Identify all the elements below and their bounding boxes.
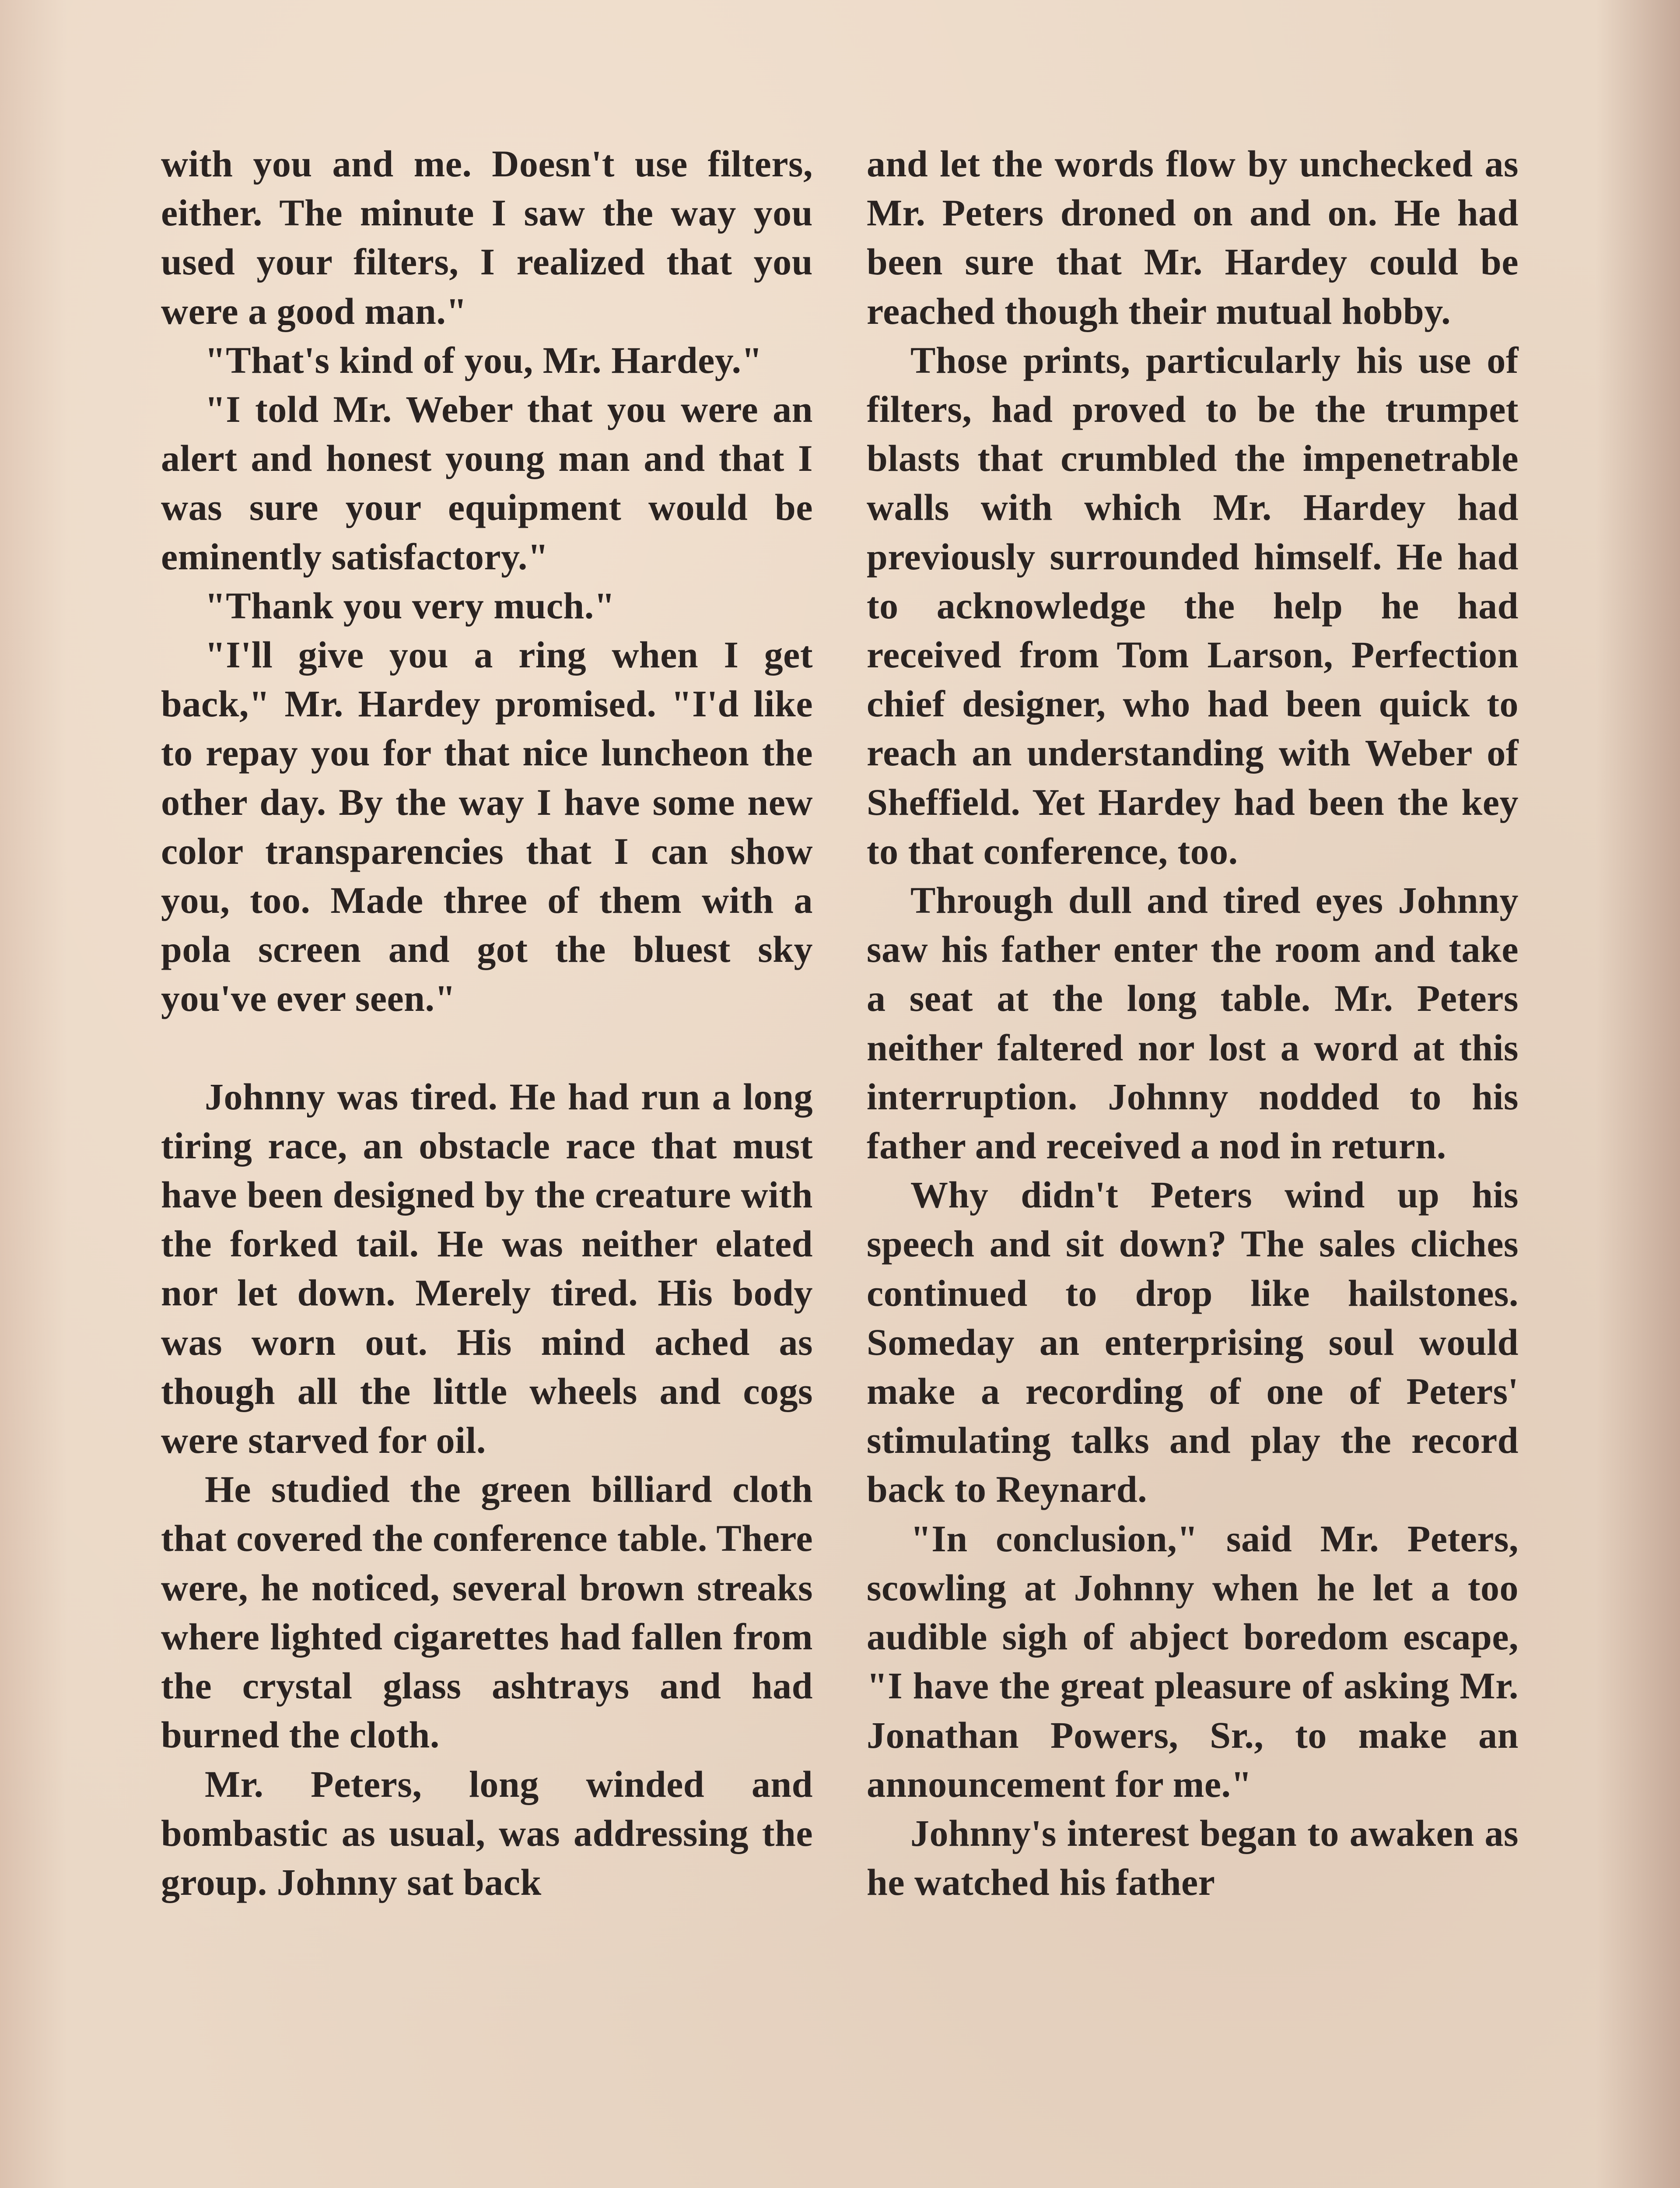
paragraph: He studied the green billiard cloth that covered the conference table. There were, he noticed, several brown streaks where lighted cigarettes had fallen from the crystal glass ashtrays and had burned the cloth. bbox=[161, 1468, 813, 1756]
paragraph: Johnny was tired. He had run a long tiring race, an obstacle race that must have been designed by the creature with the forked tail. He was neither elated nor let down. Merely tired. His body was worn out. His mind ached as though all the little wheels and cogs were starved for oil. bbox=[161, 1075, 813, 1462]
section-break bbox=[161, 1023, 813, 1072]
paragraph: "That's kind of you, Mr. Hardey." bbox=[205, 339, 763, 381]
paragraph: Those prints, particularly his use of filters, had proved to be the trumpet blasts that crumbled the impenetrable walls with which Mr. Hardey had previously surrounded himself. He had to acknowledge the help he had received from Tom Larson, Perfection chief designer, who had been quick to reach an understanding with Weber of Sheffield. Yet Hardey had been the key to that conference, too. bbox=[867, 339, 1519, 872]
paragraph: Through dull and tired eyes Johnny saw his father enter the room and take a seat at the long table. Mr. Peters neither faltered nor lost a word at this interruption. Johnny nodded to his father and received a nod in return. bbox=[867, 879, 1519, 1167]
paragraph: "In conclusion," said Mr. Peters, scowling at Johnny when he let a too audible sigh of abject boredom escape, "I have the great pleasure of asking Mr. Jonathan Powers, Sr., to make an announcement for me." bbox=[867, 1517, 1519, 1805]
paragraph: Johnny's interest began to awaken as he watched his father bbox=[867, 1812, 1519, 1904]
paragraph: Mr. Peters, long winded and bombastic as usual, was addressing the group. Johnny sat back bbox=[161, 1763, 813, 1903]
paragraph: "I told Mr. Weber that you were an alert and honest young man and that I was sure your equipment would be eminently satisfactory." bbox=[161, 388, 813, 578]
left-text-column bbox=[161, 139, 813, 1907]
right-text-column bbox=[867, 139, 1519, 1907]
paragraph: and let the words flow by unchecked as Mr. Peters droned on and on. He had been sure that Mr. Hardey could be reached though their mutual hobby. bbox=[867, 143, 1519, 332]
paragraph: with you and me. Doesn't use filters, either. The minute I saw the way you used your filters, I realized that you were a good man." bbox=[161, 143, 813, 332]
paragraph: Why didn't Peters wind up his speech and sit down? The sales cliches continued to drop like hailstones. Someday an enterprising soul would make a recording of one of Peters' stimulating talks and play the record back to Reynard. bbox=[867, 1174, 1519, 1511]
paragraph: "I'll give you a ring when I get back," Mr. Hardey promised. "I'd like to repay you for that nice luncheon the other day. By the way I have some new color transparencies that I can show you, too. Made three of them with a pola screen and got the bluest sky you've ever seen." bbox=[161, 634, 813, 1020]
paragraph: "Thank you very much." bbox=[205, 584, 615, 627]
